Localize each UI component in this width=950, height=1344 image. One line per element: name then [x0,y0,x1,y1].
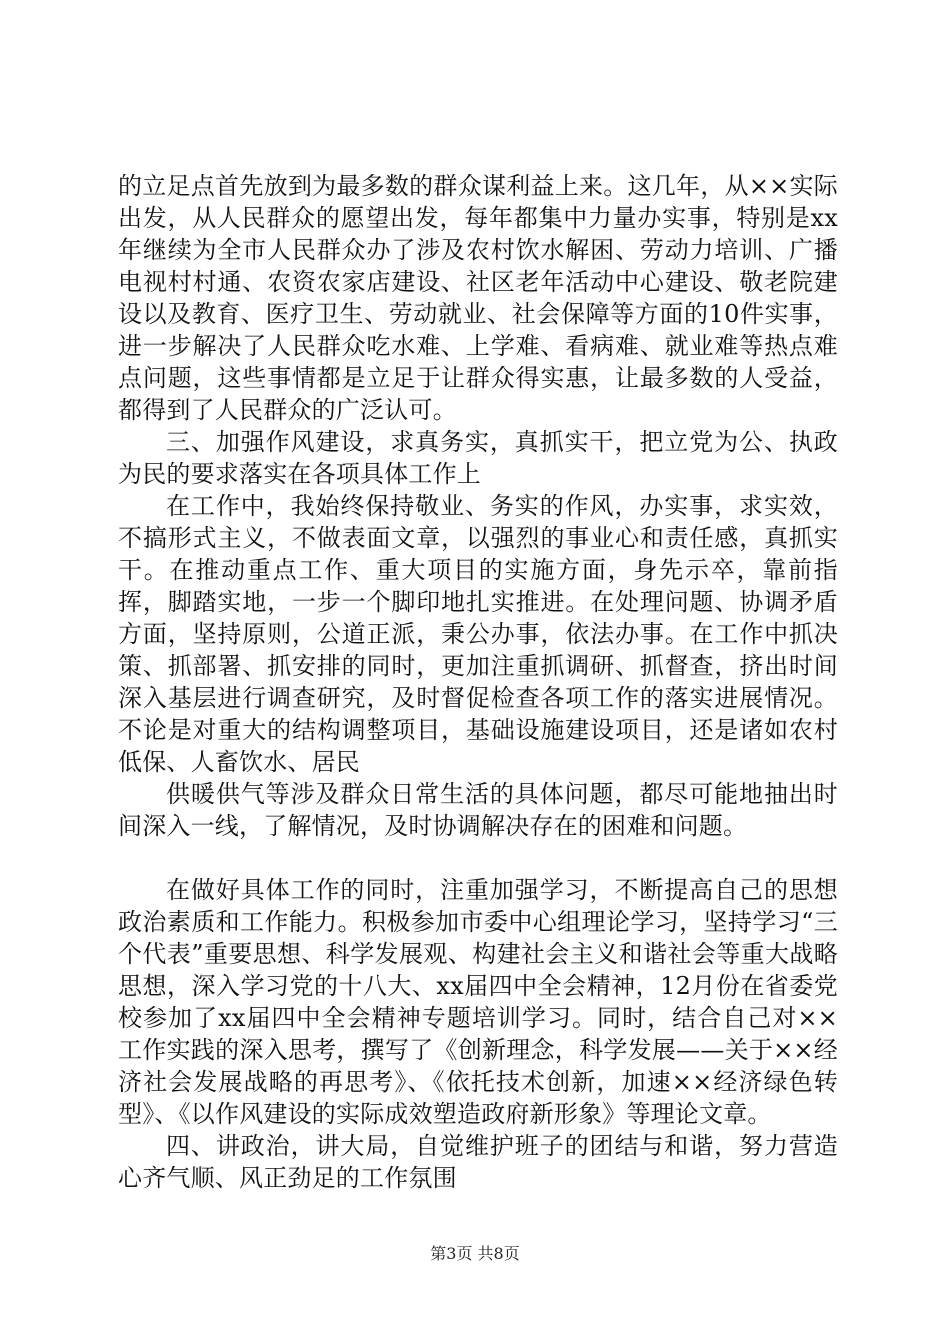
paragraph-3: 在工作中，我始终保持敬业、务实的作风，办实事，求实效，不搞形式主义，不做表面文章，以强烈的事业心和责任感，真抓实干。在推动重点工作、重大项目的实施方面，身先示卒，靠前指挥，脚踏实地，一步一个脚印地扎实推进。在处理问题、协调矛盾方面，坚持原则，公道正派，秉公办事，依法办事。在工作中抓决策、抓部署、抓安排的同时，更加注重抓调研、抓督查，挤出时间深入基层进行调查研究，及时督促检查各项工作的落实进展情况。不论是对重大的结构调整项目，基础设施建设项目，还是诸如农村低保、人畜饮水、居民 [118,492,838,776]
paragraph-5: 在做好具体工作的同时，注重加强学习，不断提高自己的思想政治素质和工作能力。积极参加市委中心组理论学习，坚持学习“三个代表”重要思想、科学发展观、构建社会主义和谐社会等重大战略思想，深入学习党的十八大、xx届四中全会精神，12月份在省委党校参加了xx届四中全会精神专题培训学习。同时，结合自己对××工作实践的深入思考，撰写了《创新理念，科学发展——关于××经济社会发展战略的再思考》、《依托技术创新，加速××经济绿色转型》、《以作风建设的实际成效塑造政府新形象》等理论文章。 [118,876,838,1128]
document-body [118,170,838,1194]
paragraph-4: 供暖供气等涉及群众日常生活的具体问题，都尽可能地抽出时间深入一线，了解情况，及时协调解决存在的困难和问题。 [118,780,838,840]
section-heading-4: 四、讲政治，讲大局，自觉维护班子的团结与和谐，努力营造心齐气顺、风正劲足的工作氛围 [118,1132,838,1192]
paragraph-1: 的立足点首先放到为最多数的群众谋利益上来。这几年，从××实际出发，从人民群众的愿望出发，每年都集中力量办实事，特别是xx年继续为全市人民群众办了涉及农村饮水解困、劳动力培训、广播电视村村通、农资农家店建设、社区老年活动中心建设、敬老院建设以及教育、医疗卫生、劳动就业、社会保障等方面的10件实事，进一步解决了人民群众吃水难、上学难、看病难、就业难等热点难点问题，这些事情都是立足于让群众得实惠，让最多数的人受益，都得到了人民群众的广泛认可。 [118,172,838,424]
section-heading-3: 三、加强作风建设，求真务实，真抓实干，把立党为公、执政为民的要求落实在各项具体工作上 [118,428,838,488]
page-number-footer: 第3页 共8页 [430,1244,520,1263]
